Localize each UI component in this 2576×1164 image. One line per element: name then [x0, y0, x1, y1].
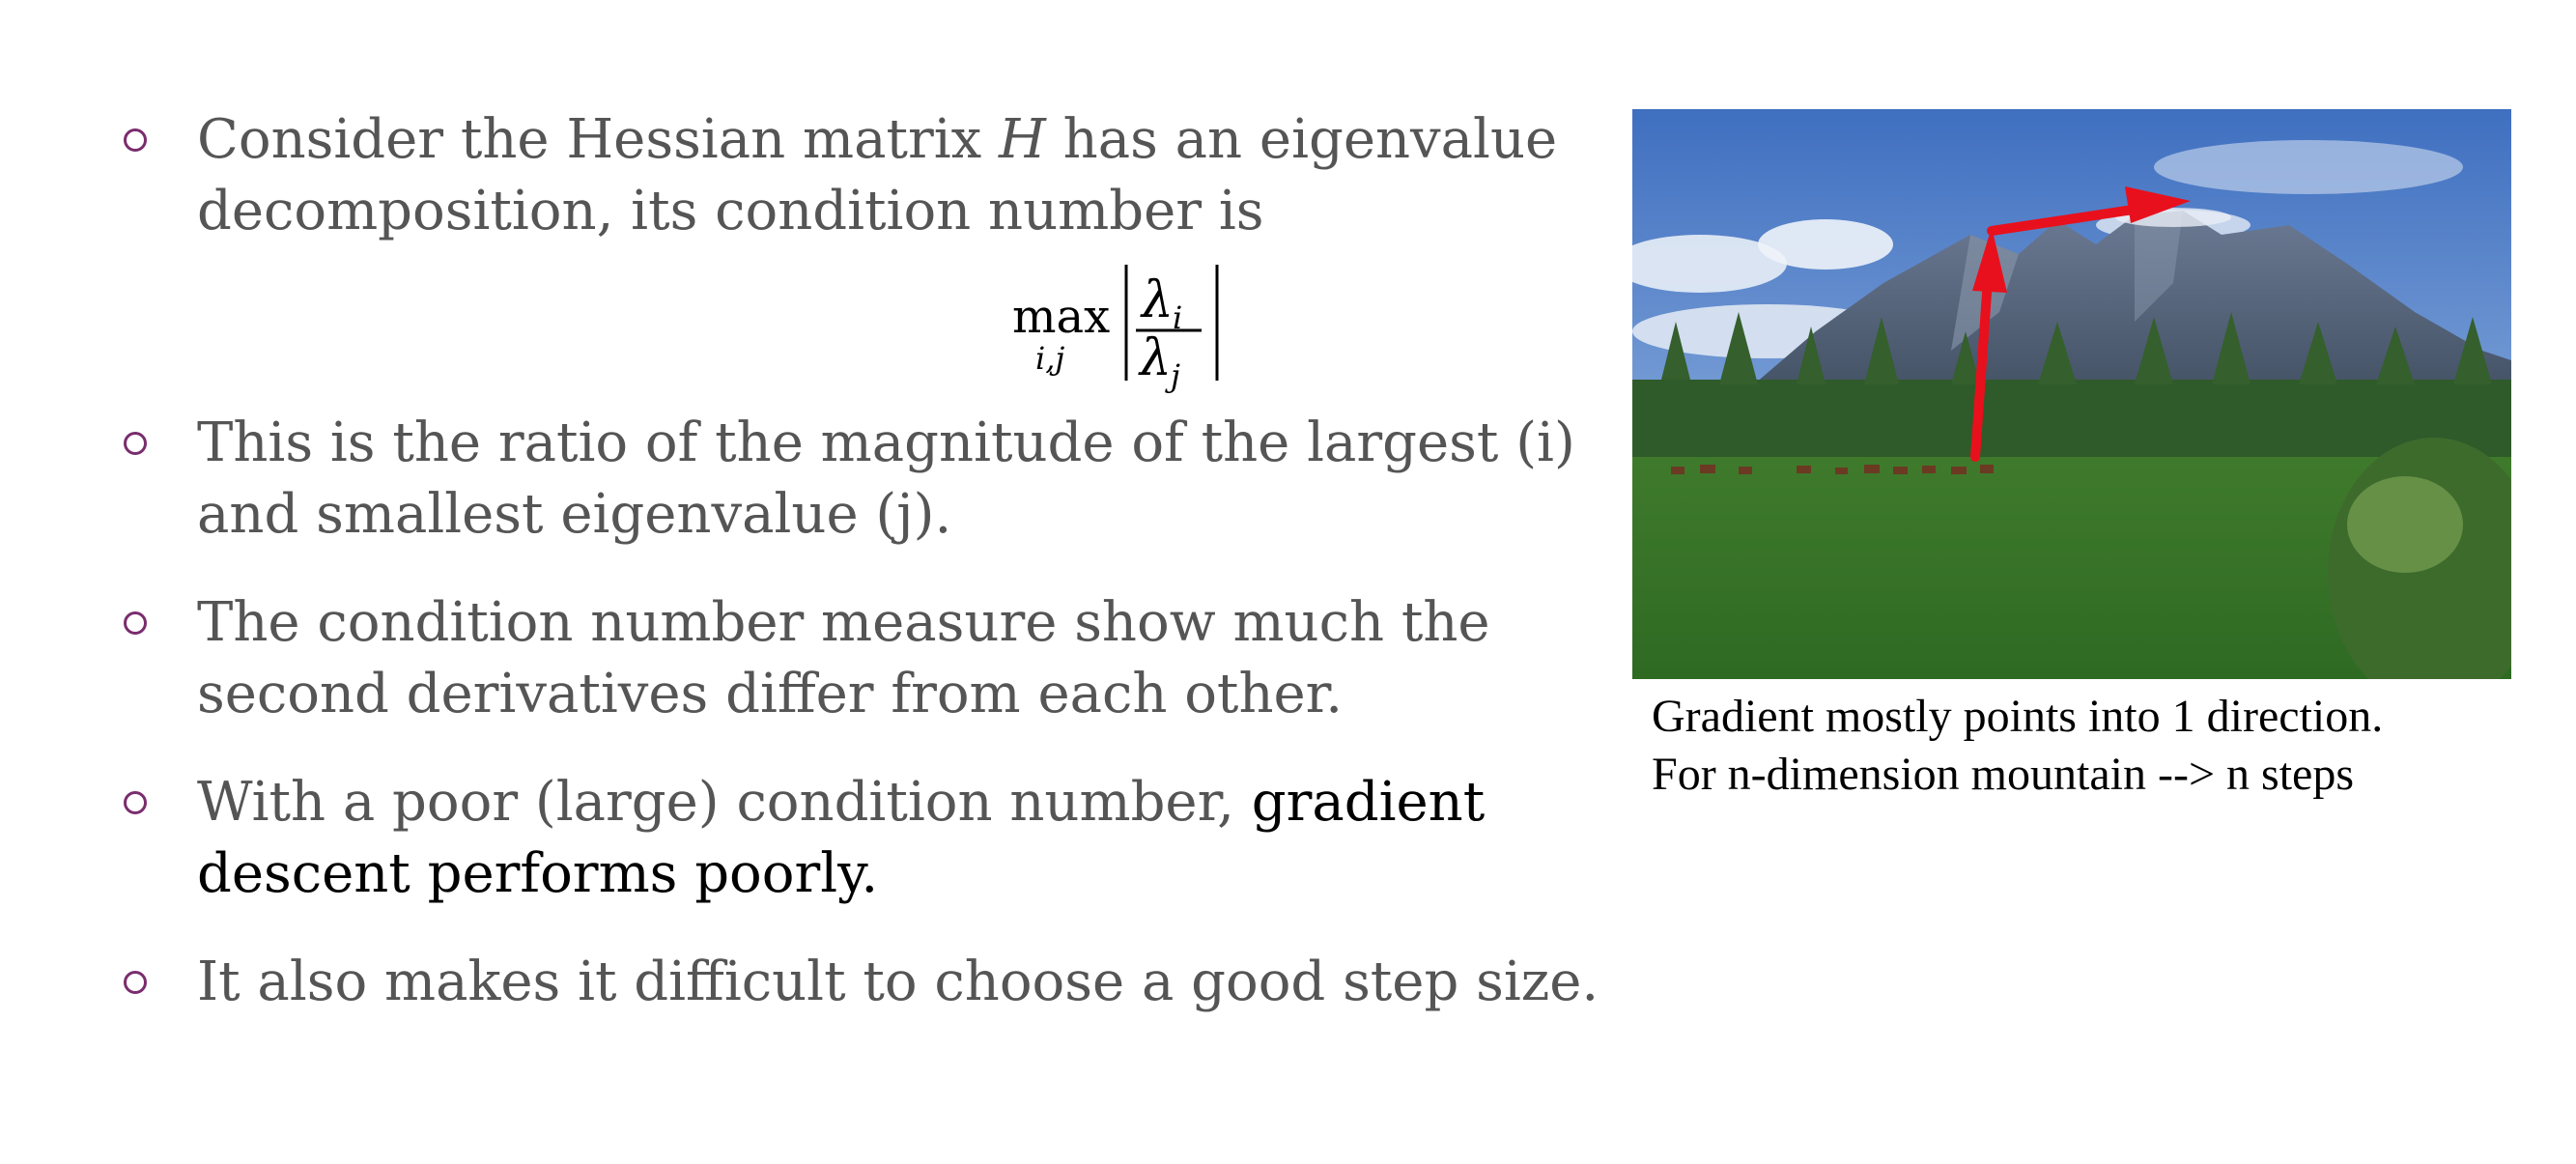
math-variable-h: H: [999, 108, 1046, 171]
bullet-item-measure: [124, 587, 1553, 730]
emphasis-text: descent performs poorly.: [197, 842, 879, 905]
caption-line: For n-dimension mountain --> n steps: [1652, 749, 2355, 800]
shrub-highlight: [2347, 476, 2463, 573]
bullet-text-line: With a poor (large) condition number, gradient: [197, 771, 1486, 834]
bullet-marker-icon: [124, 408, 153, 479]
bullet-list: [124, 104, 1599, 1055]
formula-numerator-sub: i: [1173, 299, 1183, 336]
cloud: [2154, 140, 2463, 194]
bullet-text-line: and smallest eigenvalue (j).: [197, 483, 952, 546]
emphasis-text: gradient: [1251, 771, 1486, 834]
bullet-text-line: This is the ratio of the magnitude of the largest (i): [197, 412, 1575, 474]
bullet-item-poor-condition: [124, 767, 1553, 910]
bullet-marker-icon: [124, 947, 153, 1018]
bullet-item-ratio: [124, 408, 1575, 551]
formula-denominator-sub: j: [1171, 357, 1180, 394]
tree-line: [1632, 380, 2511, 457]
mountain-photo-svg: [1632, 109, 2511, 679]
bullet-item-hessian: [124, 104, 1558, 247]
formula-subscript: i,j: [1035, 340, 1065, 377]
image-caption: [1652, 688, 2521, 804]
bullet-item-step-size: [124, 947, 1599, 1018]
formula-svg: [1012, 255, 1244, 400]
bullet-text-line: second derivatives differ from each other.: [197, 663, 1344, 725]
caption-line: Gradient mostly points into 1 direction.: [1652, 691, 2384, 742]
bullet-marker-icon: [124, 587, 153, 659]
bullet-text-line: Consider the Hessian matrix H has an eigenvalue: [197, 108, 1558, 171]
cloud: [1758, 219, 1893, 270]
formula-operator: max: [1012, 290, 1111, 344]
formula-denominator: λ: [1140, 329, 1172, 387]
condition-number-formula: [124, 255, 1553, 400]
bullet-text-line: decomposition, its condition number is: [197, 180, 1264, 242]
bullet-marker-icon: [124, 104, 153, 176]
bullet-marker-icon: [124, 767, 153, 838]
bullet-text-line: The condition number measure show much the: [197, 591, 1490, 654]
bullet-text-line: It also makes it difficult to choose a good step size.: [197, 951, 1599, 1013]
mountain-photo: [1632, 109, 2511, 679]
formula-numerator: λ: [1142, 271, 1174, 329]
